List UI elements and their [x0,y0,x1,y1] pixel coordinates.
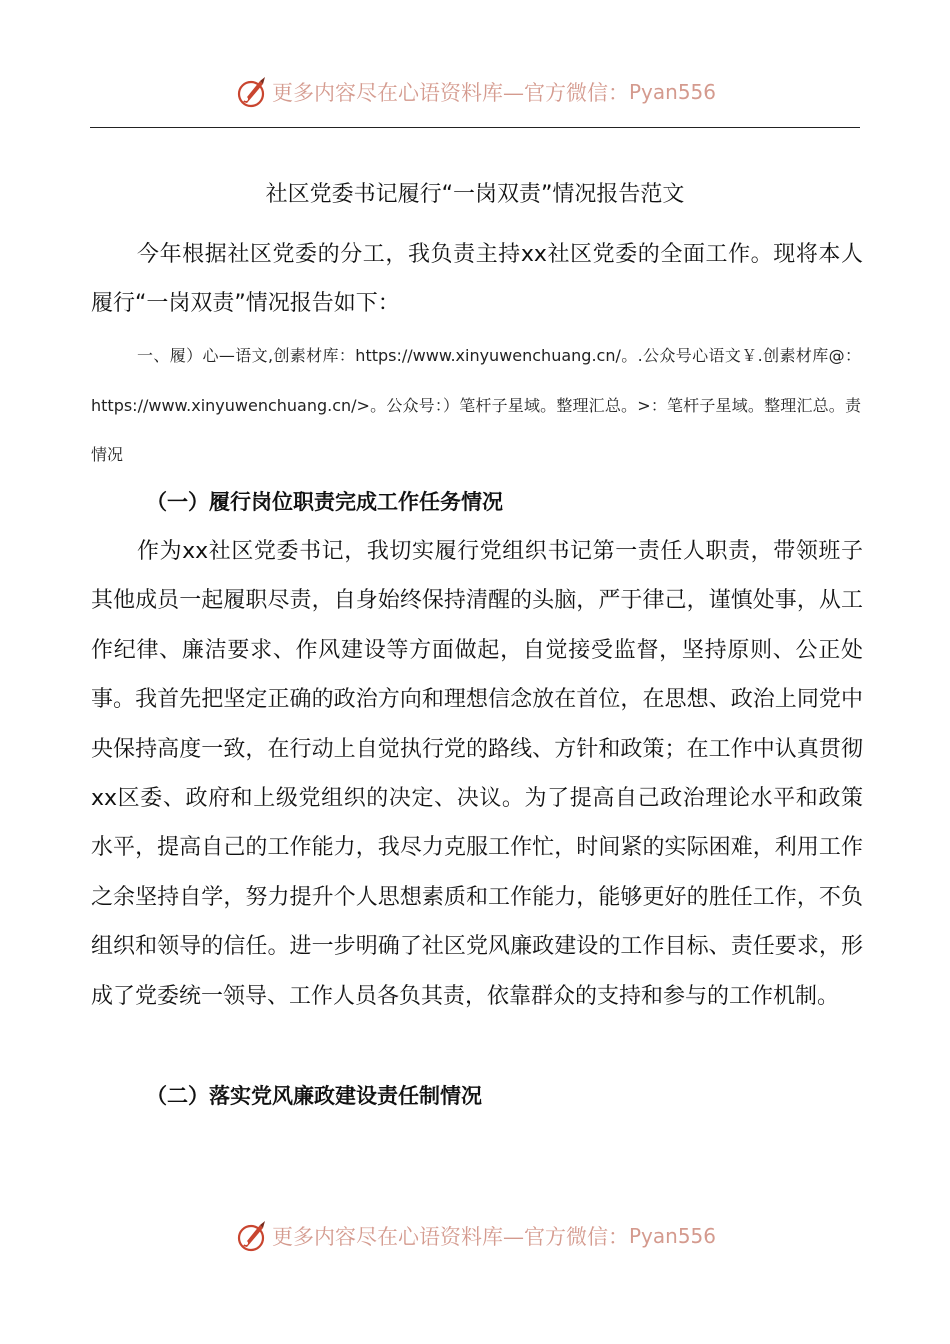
wechat-id: Pyan556 [628,80,716,104]
wechat-label: 官方微信： [523,81,629,105]
garbled-heading-line [91,331,861,480]
intro-paragraph [91,230,863,329]
section-heading-1: （一）履行岗位职责完成工作任务情况 [146,490,503,514]
section-heading-2: （二）落实党风廉政建设责任制情况 [146,1084,482,1108]
section-1-paragraph [91,527,863,1021]
garbled-text: 一、履）心—语文,创素材库：https://www.xinyuwenchuang.cn/。.公众号心语文￥.创素材库@：https://www.xinyuwenchuang.cn/>。公众号：）笔杆子星域。整理汇总。>：笔杆子星域。整理汇总。责情况 [91,346,861,464]
quill-pen-logo-icon [234,1219,268,1253]
watermark-text: 更多内容尽在心语资料库— [271,81,524,105]
section-1-text: 作为xx社区党委书记，我切实履行党组织书记第一责任人职责，带领班子其他成员一起履职尽责，自身始终保持清醒的头脑，严于律己，谨慎处事，从工作纪律、廉洁要求、作风建设等方面做起，自觉接受监督，坚持原则、公正处事。我首先把坚定正确的政治方向和理想信念放在首位，在思想、政治上同党中央保持高度一致，在行动上自觉执行党的路线、方针和政策；在工作中认真贯彻xx区委、政府和上级党组织的决定、决议。为了提高自己政治理论水平和政策水平，提高自己的工作能力，我尽力克服工作忙，时间紧的实际困难，利用工作之余坚持自学，努力提升个人思想素质和工作能力，能够更好的胜任工作，不负组织和领导的信任。进一步明确了社区党风廉政建设的工作目标、责任要求，形成了党委统一领导、工作人员各负其责，依靠群众的支持和参与的工作机制。 [91,539,863,1009]
watermark-text: 更多内容尽在心语资料库— [271,1225,524,1249]
header-divider [90,127,860,128]
document-title: 社区党委书记履行“一岗双责”情况报告范文 [265,182,685,207]
quill-pen-logo-icon [234,75,268,109]
wechat-label: 官方微信： [523,1225,629,1249]
header-watermark-banner [0,72,950,112]
wechat-id: Pyan556 [628,1224,716,1248]
intro-text: 今年根据社区党委的分工，我负责主持xx社区党委的全面工作。现将本人履行“一岗双责”情况报告如下： [91,242,863,317]
footer-watermark-banner [0,1216,950,1256]
